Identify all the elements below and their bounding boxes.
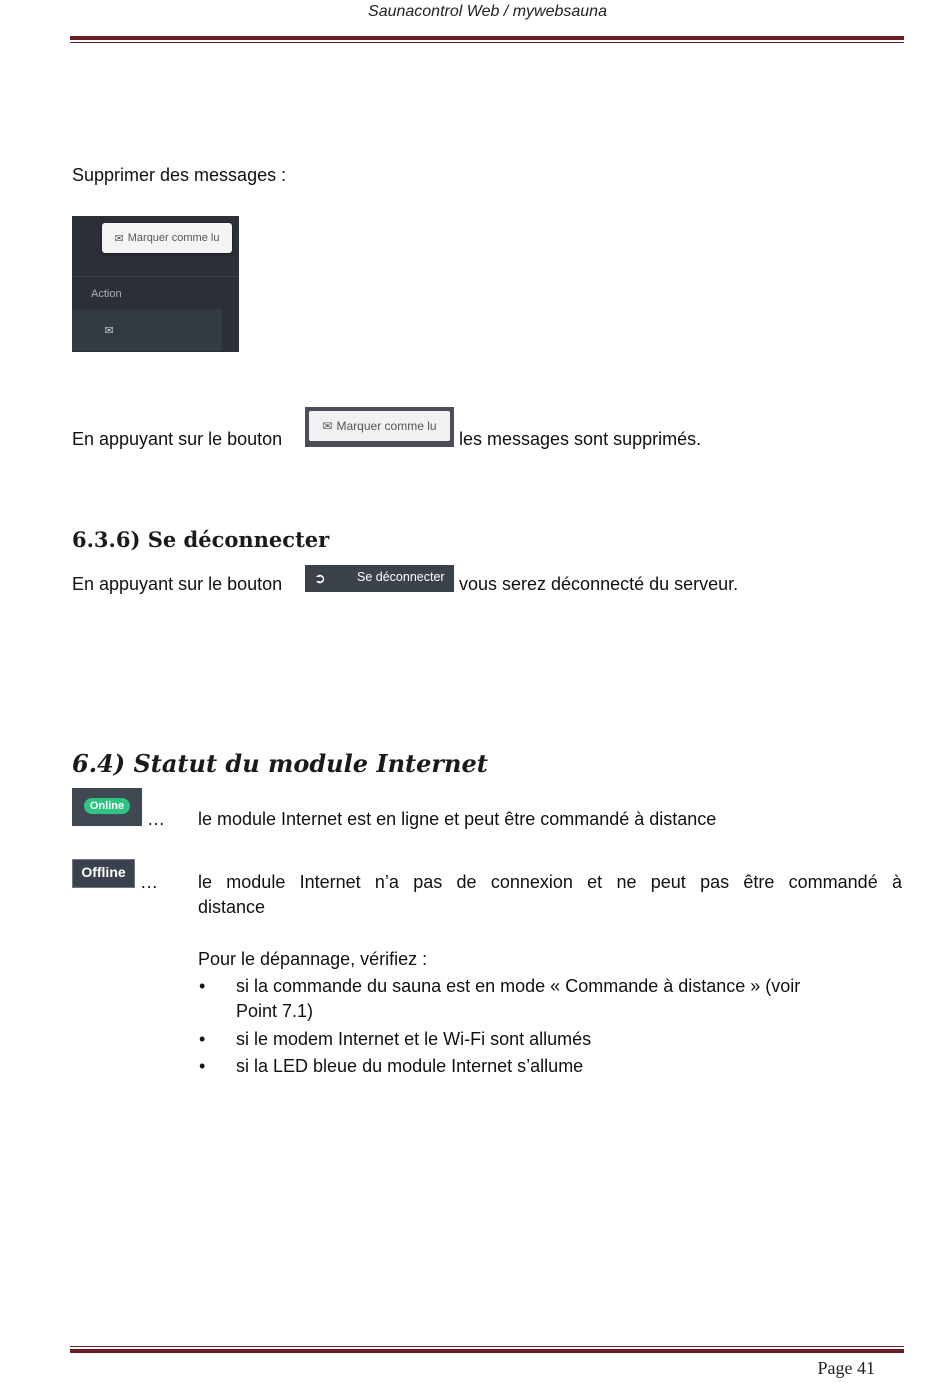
envelope-open-icon: ✉ xyxy=(322,419,333,433)
bullet-marker: • xyxy=(199,1029,206,1049)
envelope-open-icon[interactable]: ✉ xyxy=(104,324,114,337)
footer-rule xyxy=(70,1349,904,1353)
offline-description-line2: distance xyxy=(198,897,266,917)
panel-action-header: Action xyxy=(91,288,122,300)
online-description: le module Internet est en ligne et peut être commandé à distance xyxy=(198,809,717,829)
online-badge: Online xyxy=(84,798,130,814)
status-heading: 6.4) Statut du module Internet xyxy=(72,749,488,778)
delete-sentence-start: En appuyant sur le bouton xyxy=(72,429,283,449)
page-number: Page 41 xyxy=(817,1358,875,1378)
panel-mark-read-label: Marquer comme lu xyxy=(127,232,220,244)
logout-icon: ➲ xyxy=(314,570,326,586)
mark-read-label: Marquer comme lu xyxy=(336,419,437,433)
bullet-item: si le modem Internet et le Wi-Fi sont allumés xyxy=(236,1029,592,1049)
delete-messages-title: Supprimer des messages : xyxy=(72,165,287,185)
delete-sentence-end: les messages sont supprimés. xyxy=(459,429,702,449)
bullet-item-cont: Point 7.1) xyxy=(236,1001,314,1021)
panel-mark-read-button[interactable] xyxy=(102,223,232,253)
bullet-item: si la LED bleue du module Internet s’allume xyxy=(236,1056,584,1076)
header-rule xyxy=(70,36,904,40)
panel-divider xyxy=(72,276,239,277)
mark-read-button[interactable] xyxy=(309,411,450,441)
running-header: Saunacontrol Web / mywebsauna xyxy=(368,3,607,20)
envelope-open-icon: ✉ xyxy=(114,232,124,245)
logout-heading: 6.3.6) Se déconnecter xyxy=(72,527,330,552)
logout-sentence-start: En appuyant sur le bouton xyxy=(72,574,283,594)
offline-ellipsis: … xyxy=(140,872,158,892)
troubleshoot-intro: Pour le dépannage, vérifiez : xyxy=(198,949,428,969)
logout-label: Se déconnecter xyxy=(357,570,445,584)
bullet-marker: • xyxy=(199,1056,206,1076)
header-rule-thin xyxy=(70,42,904,43)
online-ellipsis: … xyxy=(147,809,165,829)
panel-row xyxy=(72,309,222,351)
offline-badge: Offline xyxy=(81,864,126,880)
bullet-marker: • xyxy=(199,976,206,996)
logout-sentence-end: vous serez déconnecté du serveur. xyxy=(459,574,739,594)
bullet-item: si la commande du sauna est en mode « Commande à distance » (voir xyxy=(236,976,801,996)
footer-rule-thin xyxy=(70,1346,904,1347)
offline-description-line1: le module Internet n’a pas de connexion et ne peut pas être commandé à xyxy=(198,872,902,892)
